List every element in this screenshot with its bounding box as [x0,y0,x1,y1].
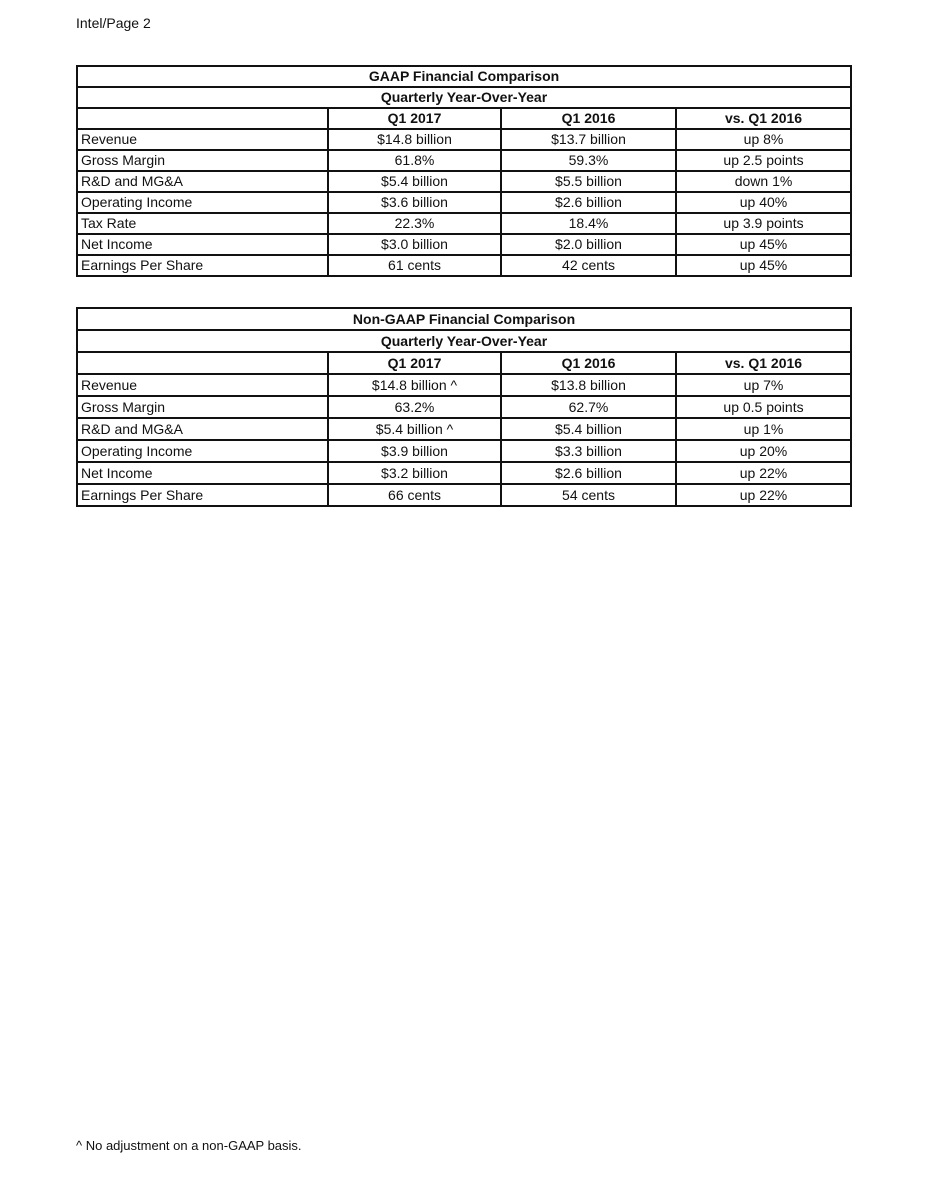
cell-value: $3.9 billion [328,440,501,462]
cell-value: up 20% [676,440,851,462]
cell-value: up 40% [676,192,851,213]
row-label: Earnings Per Share [77,484,328,506]
cell-value: $2.6 billion [501,192,676,213]
table-subtitle-row [77,87,851,108]
cell-value: $3.2 billion [328,462,501,484]
table-row [77,192,851,213]
table-row [77,213,851,234]
cell-value: 66 cents [328,484,501,506]
cell-value: 18.4% [501,213,676,234]
cell-value: $3.6 billion [328,192,501,213]
cell-value: $14.8 billion [328,129,501,150]
cell-value: up 7% [676,374,851,396]
row-label: Gross Margin [77,396,328,418]
table-row [77,418,851,440]
row-label: Net Income [77,462,328,484]
nongaap-comparison-table [76,307,852,507]
cell-value: up 45% [676,255,851,276]
table-row [77,150,851,171]
column-header: Q1 2017 [328,108,501,129]
table-row [77,255,851,276]
column-header-row [77,108,851,129]
column-header-blank [77,352,328,374]
column-header: vs. Q1 2016 [676,352,851,374]
table-row [77,396,851,418]
cell-value: up 0.5 points [676,396,851,418]
table-row [77,462,851,484]
cell-value: $5.4 billion [328,171,501,192]
row-label: Revenue [77,129,328,150]
cell-value: 54 cents [501,484,676,506]
row-label: R&D and MG&A [77,418,328,440]
cell-value: $5.4 billion [501,418,676,440]
column-header-row [77,352,851,374]
footnote: ^ No adjustment on a non-GAAP basis. [76,1138,302,1153]
table-title: GAAP Financial Comparison [77,66,851,87]
cell-value: $14.8 billion ^ [328,374,501,396]
column-header: Q1 2016 [501,352,676,374]
row-label: Operating Income [77,192,328,213]
cell-value: $5.4 billion ^ [328,418,501,440]
cell-value: up 22% [676,484,851,506]
row-label: Earnings Per Share [77,255,328,276]
cell-value: up 2.5 points [676,150,851,171]
table-row [77,374,851,396]
cell-value: 61 cents [328,255,501,276]
table-title-row [77,66,851,87]
cell-value: $3.0 billion [328,234,501,255]
cell-value: up 45% [676,234,851,255]
cell-value: $3.3 billion [501,440,676,462]
cell-value: 22.3% [328,213,501,234]
column-header: Q1 2016 [501,108,676,129]
row-label: Net Income [77,234,328,255]
cell-value: up 1% [676,418,851,440]
table-subtitle: Quarterly Year-Over-Year [77,330,851,352]
table-row [77,440,851,462]
cell-value: down 1% [676,171,851,192]
table-row [77,171,851,192]
cell-value: up 8% [676,129,851,150]
cell-value: 59.3% [501,150,676,171]
column-header: vs. Q1 2016 [676,108,851,129]
table-title: Non-GAAP Financial Comparison [77,308,851,330]
table-row [77,484,851,506]
cell-value: $2.0 billion [501,234,676,255]
row-label: Revenue [77,374,328,396]
column-header: Q1 2017 [328,352,501,374]
column-header-blank [77,108,328,129]
row-label: Operating Income [77,440,328,462]
cell-value: up 22% [676,462,851,484]
cell-value: 63.2% [328,396,501,418]
cell-value: up 3.9 points [676,213,851,234]
cell-value: $2.6 billion [501,462,676,484]
cell-value: 42 cents [501,255,676,276]
page-header: Intel/Page 2 [76,15,151,31]
cell-value: 62.7% [501,396,676,418]
table-row [77,234,851,255]
table-subtitle-row [77,330,851,352]
cell-value: 61.8% [328,150,501,171]
cell-value: $13.8 billion [501,374,676,396]
cell-value: $13.7 billion [501,129,676,150]
row-label: Gross Margin [77,150,328,171]
table-title-row [77,308,851,330]
table-row [77,129,851,150]
gaap-comparison-table [76,65,852,277]
row-label: R&D and MG&A [77,171,328,192]
row-label: Tax Rate [77,213,328,234]
table-subtitle: Quarterly Year-Over-Year [77,87,851,108]
cell-value: $5.5 billion [501,171,676,192]
